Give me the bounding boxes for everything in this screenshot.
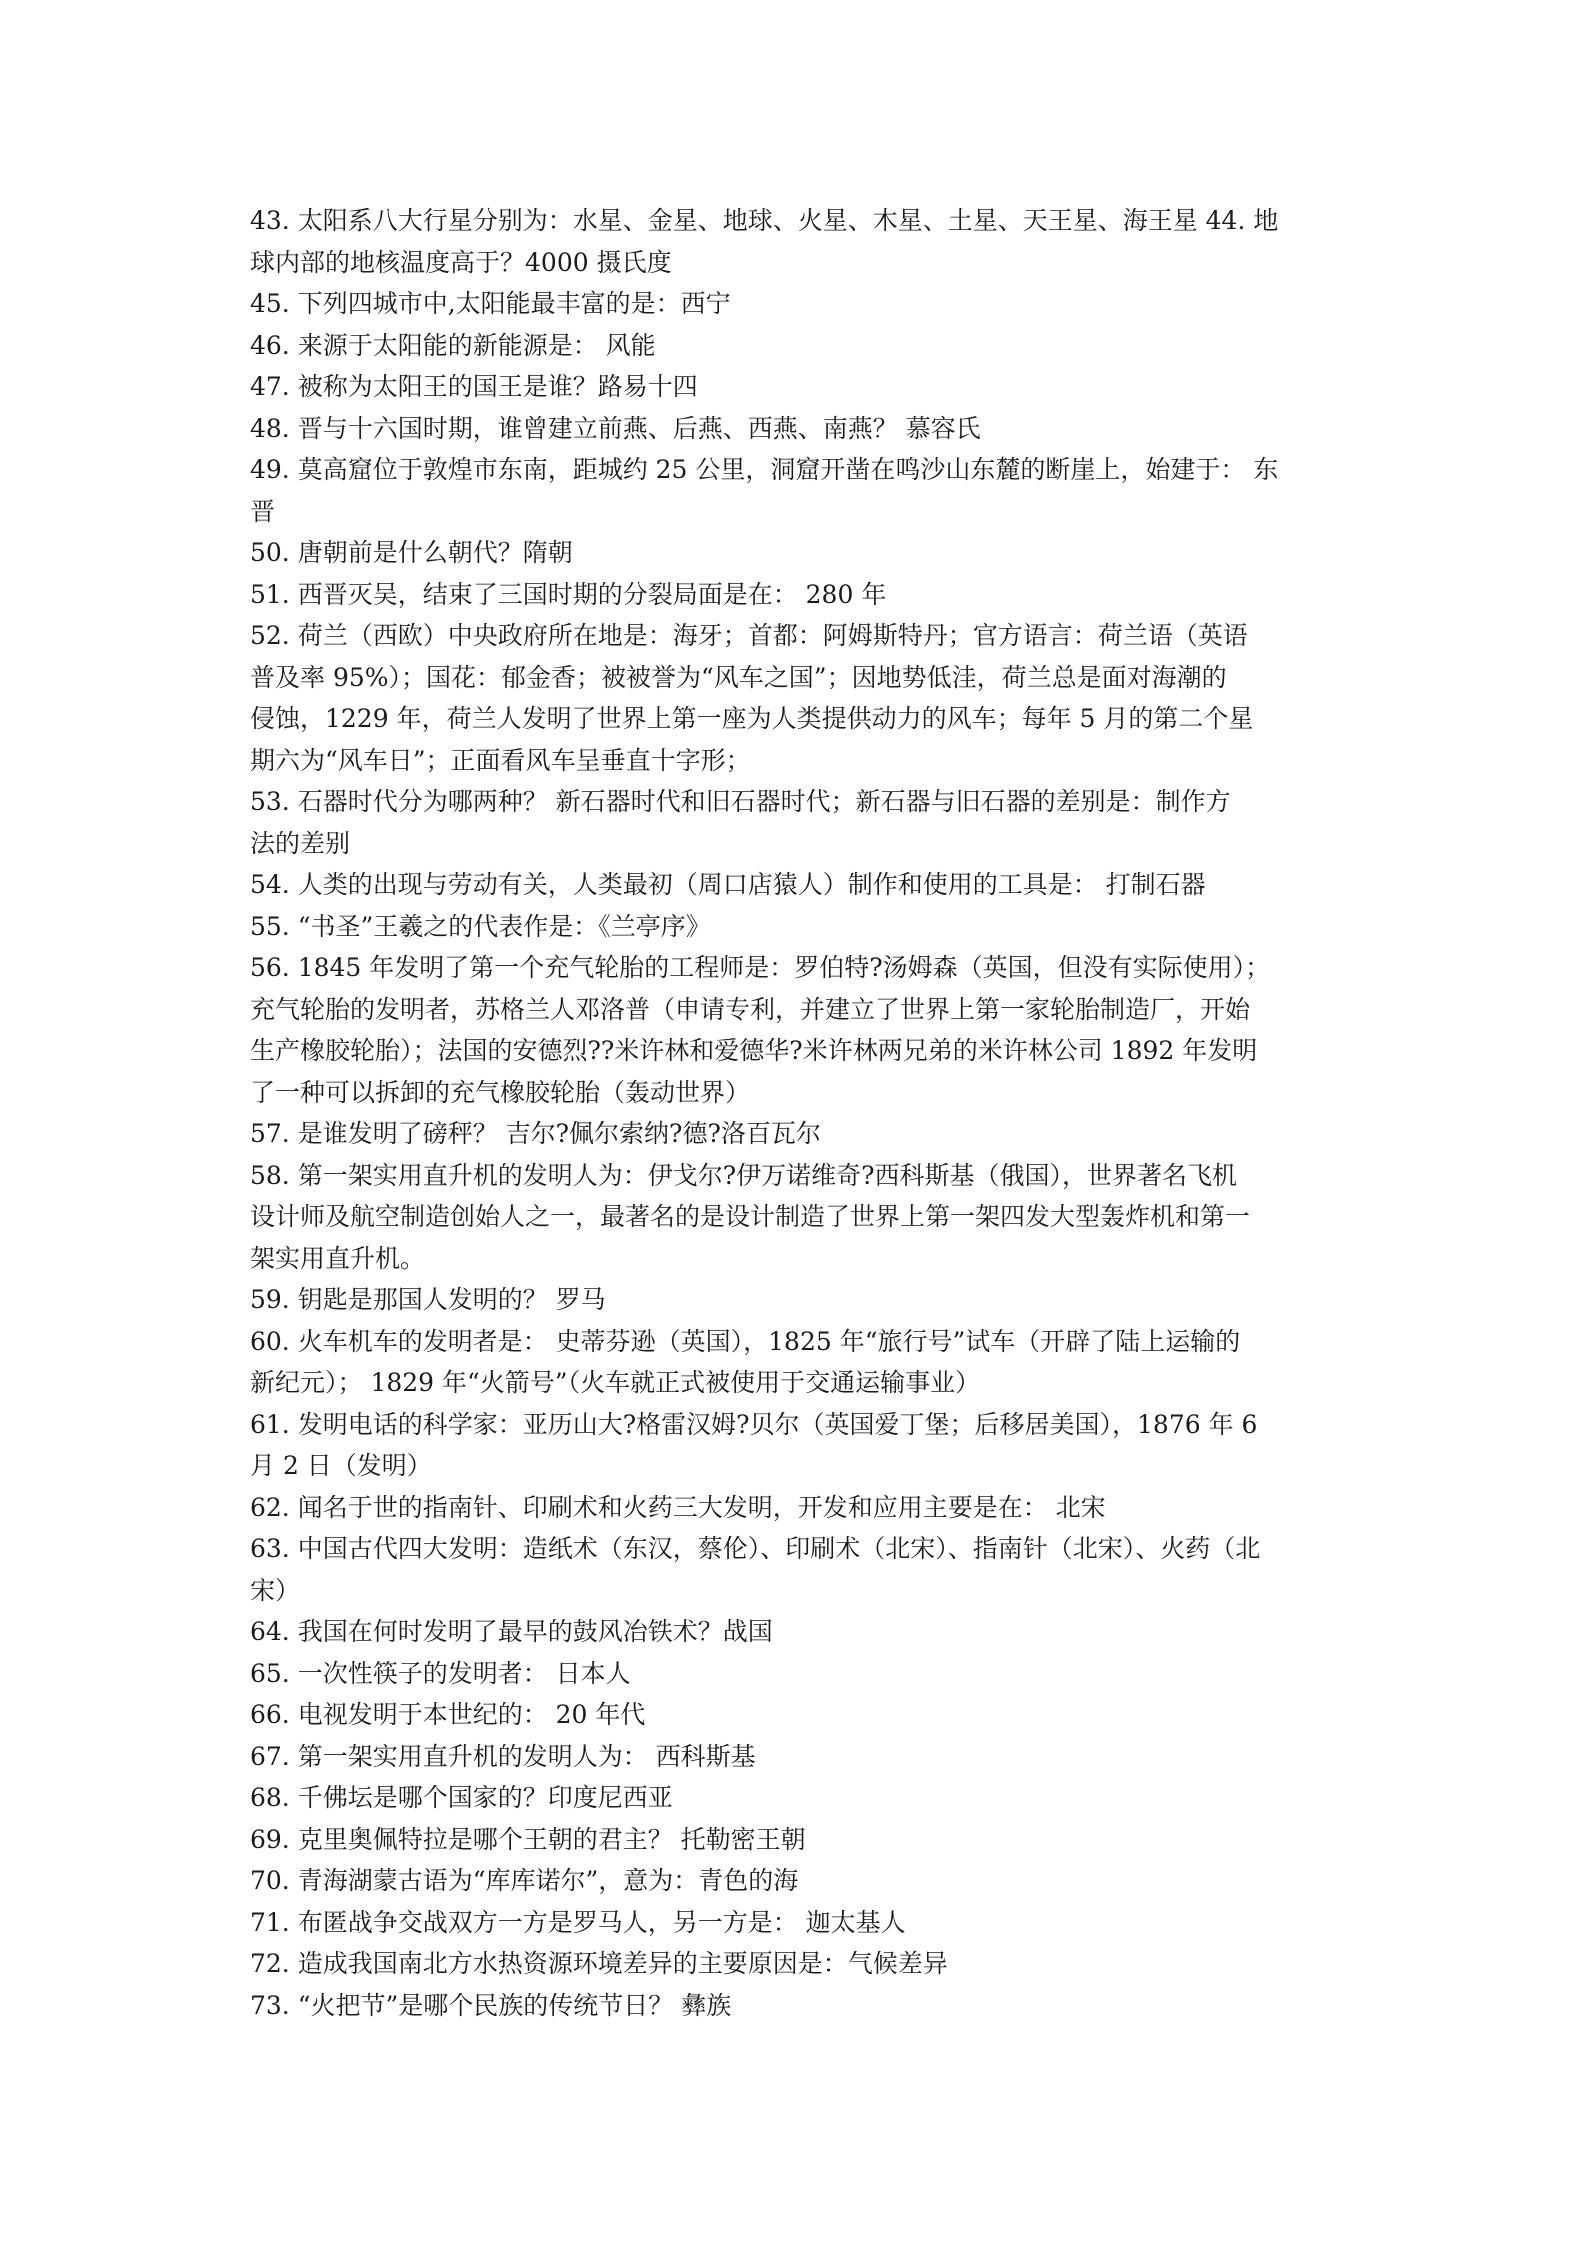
text-line: 新纪元）； 1829 年“火箭号”（火车就正式被使用于交通运输事业） [250, 1368, 981, 1397]
text-line: 71. 布匿战争交战双方一方是罗马人，另一方是： 迦太基人 [250, 1907, 906, 1937]
text-line: 52. 荷兰（西欧）中央政府所在地是：海牙；首都：阿姆斯特丹；官方语言：荷兰语（英语 [250, 621, 1248, 650]
text-line: 月 2 日（发明） [250, 1451, 432, 1480]
text-line: 法的差别 [250, 828, 351, 858]
text-line: 69. 克里奥佩特拉是哪个王朝的君主？ 托勒密王朝 [250, 1824, 806, 1854]
text-line: 49. 莫高窟位于敦煌市东南，距城约 25 公里，洞窟开凿在鸣沙山东麓的断崖上，始建于： 东 [250, 455, 1279, 484]
text-line: 54. 人类的出现与劳动有关，人类最初（周口店猿人）制作和使用的工具是： 打制石器 [250, 870, 1206, 899]
text-line: 66. 电视发明于本世纪的： 20 年代 [250, 1700, 646, 1729]
text-line: 47. 被称为太阳王的国王是谁？路易十四 [250, 372, 698, 401]
text-line: 48. 晋与十六国时期，谁曾建立前燕、后燕、西燕、南燕？ 慕容氏 [250, 413, 981, 443]
text-line: 了一种可以拆卸的充气橡胶轮胎（轰动世界） [250, 1077, 751, 1107]
text-line: 53. 石器时代分为哪两种？ 新石器时代和旧石器时代；新石器与旧石器的差别是：制作方 [250, 787, 1231, 816]
text-line: 50. 唐朝前是什么朝代？隋朝 [250, 538, 573, 567]
text-line: 球内部的地核温度高于？4000 摄氏度 [250, 247, 672, 277]
text-line: 65. 一次性筷子的发明者： 日本人 [250, 1658, 631, 1688]
text-line: 57. 是谁发明了磅秤？ 吉尔?佩尔索纳?德?洛百瓦尔 [250, 1119, 821, 1148]
text-line: 58. 第一架实用直升机的发明人为：伊戈尔?伊万诺维奇?西科斯基（俄国），世界著名飞机 [250, 1160, 1238, 1190]
document-page [250, 200, 1360, 2026]
text-line: 宋） [250, 1575, 301, 1605]
text-line: 59. 钥匙是那国人发明的？ 罗马 [250, 1285, 606, 1314]
text-line: 侵蚀，1229 年，荷兰人发明了世界上第一座为人类提供动力的风车；每年 5 月的第二个星 [250, 704, 1254, 733]
text-line: 63. 中国古代四大发明：造纸术（东汉，蔡伦）、印刷术（北宋）、指南针（北宋）、火药（北 [250, 1534, 1261, 1563]
text-line: 56. 1845 年发明了第一个充气轮胎的工程师是：罗伯特?汤姆森（英国，但没有实际使用）； [250, 953, 1271, 982]
text-line: 51. 西晋灭吴，结束了三国时期的分裂局面是在： 280 年 [250, 579, 887, 609]
text-line: 生产橡胶轮胎）；法国的安德烈??米许林和爱德华?米许林两兄弟的米许林公司 1892 年发明 [250, 1036, 1258, 1065]
text-line: 70. 青海湖蒙古语为“库库诺尔”，意为：青色的海 [250, 1866, 799, 1895]
text-line: 架实用直升机。 [250, 1243, 426, 1273]
text-line: 68. 千佛坛是哪个国家的？印度尼西亚 [250, 1783, 673, 1812]
text-line: 45. 下列四城市中,太阳能最丰富的是：西宁 [250, 289, 731, 318]
text-line: 设计师及航空制造创始人之一，最著名的是设计制造了世界上第一架四发大型轰炸机和第一 [250, 1202, 1251, 1231]
text-line: 普及率 95%）；国花：郁金香；被被誉为“风车之国”；因地势低洼，荷兰总是面对海潮的 [250, 662, 1227, 692]
text-line: 期六为“风车日”；正面看风车呈垂直十字形； [250, 745, 751, 775]
text-line: 60. 火车机车的发明者是： 史蒂芬逊（英国），1825 年“旅行号”试车（开辟了陆上运输的 [250, 1326, 1241, 1356]
text-line: 72. 造成我国南北方水热资源环境差异的主要原因是：气候差异 [250, 1949, 948, 1978]
text-line: 55. “书圣”王羲之的代表作是：《兰亭序》 [250, 911, 711, 941]
text-line: 62. 闻名于世的指南针、印刷术和火药三大发明，开发和应用主要是在： 北宋 [250, 1492, 1106, 1522]
text-line: 61. 发明电话的科学家：亚历山大?格雷汉姆?贝尔（英国爱丁堡；后移居美国），1876 年 6 [250, 1409, 1258, 1439]
text-line: 67. 第一架实用直升机的发明人为： 西科斯基 [250, 1741, 756, 1771]
text-line: 73. “火把节”是哪个民族的传统节日？ 彝族 [250, 1990, 732, 2020]
text-line: 64. 我国在何时发明了最早的鼓风冶铁术？战国 [250, 1617, 773, 1646]
text-line: 43. 太阳系八大行星分别为：水星、金星、地球、火星、木星、土星、天王星、海王星 44. 地 [250, 206, 1279, 235]
text-line: 充气轮胎的发明者，苏格兰人邓洛普（申请专利，并建立了世界上第一家轮胎制造厂，开始 [250, 994, 1251, 1024]
text-line: 46. 来源于太阳能的新能源是： 风能 [250, 330, 656, 360]
text-line: 晋 [250, 496, 276, 526]
